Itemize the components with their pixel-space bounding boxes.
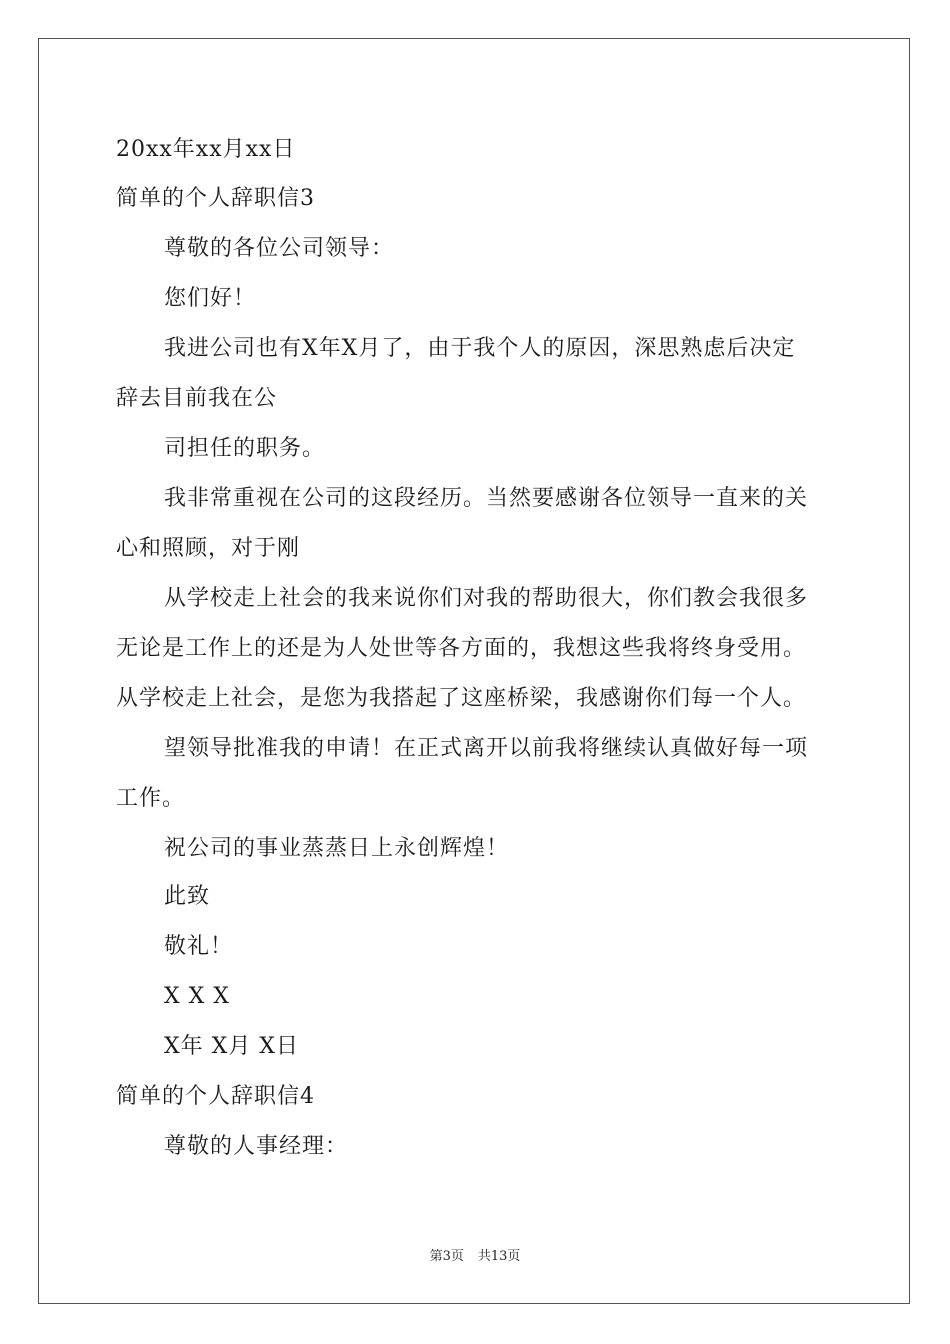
page-footer — [0, 1248, 950, 1266]
date-line: 20xx年xx月xx日 — [116, 137, 296, 162]
greeting: 您们好！ — [164, 286, 257, 311]
section-heading-3: 简单的个人辞职信3 — [116, 186, 315, 211]
paragraph-line: 辞去目前我在公 — [116, 386, 278, 411]
salutation: 尊敬的人事经理： — [164, 1134, 349, 1159]
signature-date-line: X年 X月 X日 — [164, 1034, 299, 1059]
page-frame — [38, 38, 910, 1304]
paragraph-line: 从学校走上社会，是您为我搭起了这座桥梁，我感谢你们每一个人。 — [116, 686, 807, 711]
paragraph-line: 心和照顾，对于刚 — [116, 536, 301, 561]
paragraph-line: 工作。 — [116, 786, 186, 811]
wish-line: 祝公司的事业蒸蒸日上永创辉煌！ — [164, 836, 510, 861]
page-number: 第3页 — [429, 1249, 464, 1264]
regards-line: 敬礼！ — [164, 934, 234, 959]
paragraph-line: 我非常重视在公司的这段经历。当然要感谢各位领导一直来的关 — [164, 486, 809, 511]
closing-line: 此致 — [164, 884, 211, 909]
salutation: 尊敬的各位公司领导： — [164, 236, 395, 261]
page-total: 共13页 — [477, 1249, 521, 1264]
paragraph-line: 司担任的职务。 — [164, 436, 326, 461]
paragraph-line: 从学校走上社会的我来说你们对我的帮助很大，你们教会我很多 — [164, 586, 809, 611]
paragraph-line: 我进公司也有X年X月了，由于我个人的原因，深思熟虑后决定 — [164, 336, 796, 361]
paragraph-line: 望领导批准我的申请！在正式离开以前我将继续认真做好每一项 — [164, 736, 809, 761]
paragraph-line: 无论是工作上的还是为人处世等各方面的，我想这些我将终身受用。 — [116, 636, 807, 661]
section-heading-4: 简单的个人辞职信4 — [116, 1084, 315, 1109]
signature-line: X X X — [164, 984, 230, 1009]
